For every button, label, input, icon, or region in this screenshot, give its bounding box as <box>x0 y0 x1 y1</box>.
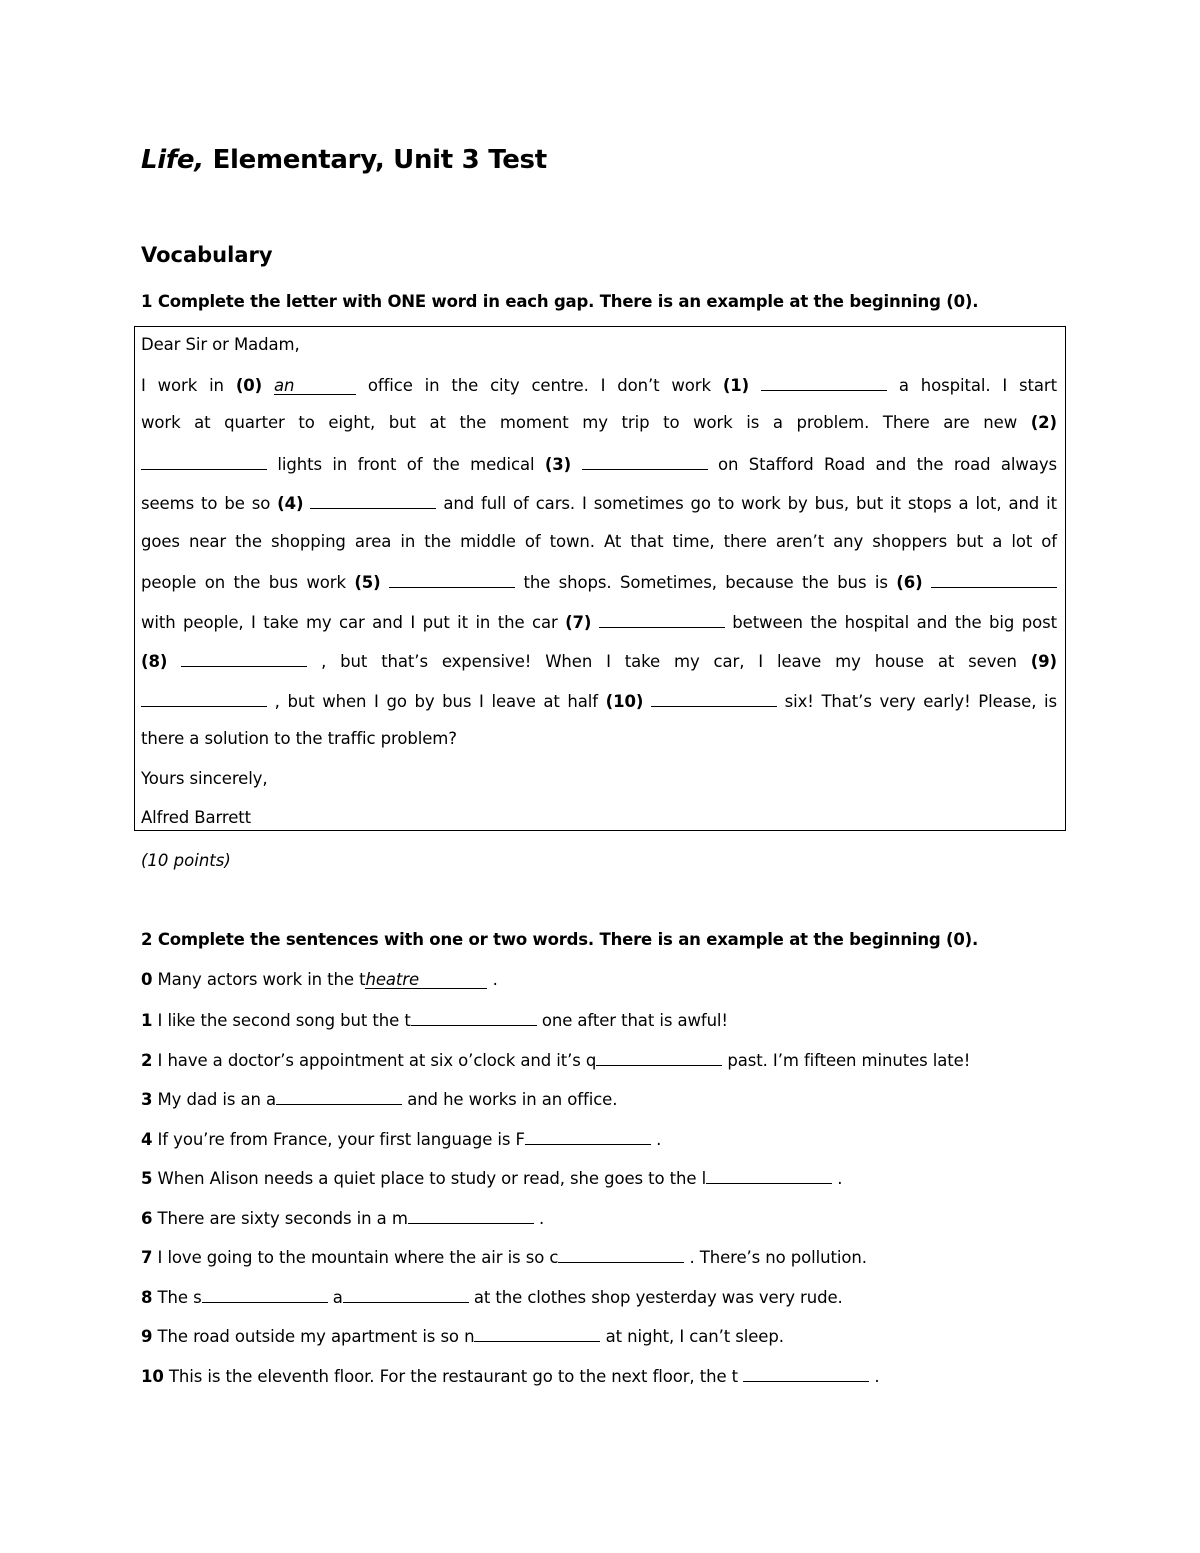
letter-line: work at quarter to eight, but at the moment my trip to work is a problem. There are new (2) <box>141 413 1057 432</box>
answer-gap[interactable] <box>931 571 1057 588</box>
answer-gap[interactable] <box>558 1246 684 1263</box>
answer-gap[interactable] <box>411 1009 537 1026</box>
answer-gap[interactable] <box>525 1128 651 1145</box>
sentence-item: 3 My dad is an a and he works in an office. <box>141 1090 618 1109</box>
example-answer: an <box>274 378 356 395</box>
answer-gap[interactable] <box>141 690 267 707</box>
answer-gap[interactable] <box>474 1325 600 1342</box>
sentence-item: 6 There are sixty seconds in a m . <box>141 1209 545 1228</box>
section-heading: Vocabulary <box>141 243 273 267</box>
answer-gap[interactable] <box>202 1286 328 1303</box>
letter-line: (8) , but that’s expensive! When I take my car, I leave my house at seven (9) <box>141 652 1057 671</box>
letter-line: , but when I go by bus I leave at half (10) six! That’s very early! Please, is <box>141 690 1057 711</box>
answer-gap[interactable] <box>596 1049 722 1066</box>
letter-line: I work in (0) an office in the city centre. I don’t work (1) a hospital. I start <box>141 376 1057 395</box>
answer-gap[interactable] <box>181 650 307 667</box>
sentence-item: 1 I like the second song but the t one after that is awful! <box>141 1011 728 1030</box>
letter-greeting: Dear Sir or Madam, <box>141 335 300 354</box>
letter-line: seems to be so (4) and full of cars. I sometimes go to work by bus, but it stops a lot, and it <box>141 494 1057 513</box>
letter-line: people on the bus work (5) the shops. Sometimes, because the bus is (6) <box>141 571 1057 592</box>
exercise-1-instruction: 1 Complete the letter with ONE word in each gap. There is an example at the beginning (0). <box>141 292 979 311</box>
answer-gap[interactable] <box>761 374 887 391</box>
sentence-item: 7 I love going to the mountain where the air is so c . There’s no pollution. <box>141 1248 867 1267</box>
sentence-item: 2 I have a doctor’s appointment at six o’clock and it’s q past. I’m fifteen minutes late! <box>141 1051 971 1070</box>
answer-gap[interactable] <box>343 1286 469 1303</box>
sentence-item: 4 If you’re from France, your first language is F . <box>141 1130 662 1149</box>
letter-line: lights in front of the medical (3) on Stafford Road and the road always <box>141 453 1057 474</box>
exercise-2-instruction: 2 Complete the sentences with one or two words. There is an example at the beginning (0). <box>141 930 979 949</box>
answer-gap[interactable] <box>743 1365 869 1382</box>
answer-gap[interactable] <box>599 611 725 628</box>
answer-gap[interactable] <box>408 1207 534 1224</box>
sentence-item: 10 This is the eleventh floor. For the restaurant go to the next floor, the t . <box>141 1367 880 1386</box>
sentence-item: 8 The s a at the clothes shop yesterday was very rude. <box>141 1288 843 1307</box>
page-title: Life, Elementary, Unit 3 Test <box>141 145 547 175</box>
sentence-item: 5 When Alison needs a quiet place to study or read, she goes to the l . <box>141 1169 843 1188</box>
answer-gap[interactable] <box>706 1167 832 1184</box>
answer-gap[interactable] <box>651 690 777 707</box>
answer-gap[interactable] <box>141 453 267 470</box>
letter-line: with people, I take my car and I put it in the car (7) between the hospital and the big post <box>141 613 1057 632</box>
letter-closing: Yours sincerely, <box>141 769 268 788</box>
letter-line: there a solution to the traffic problem? <box>141 729 457 748</box>
letter-signature: Alfred Barrett <box>141 808 252 827</box>
answer-gap[interactable] <box>389 571 515 588</box>
answer-gap[interactable] <box>276 1088 402 1105</box>
letter-line: goes near the shopping area in the middle of town. At that time, there aren’t any shoppers but a lot of <box>141 532 1057 551</box>
points-label: (10 points) <box>141 851 231 870</box>
sentence-item: 0 Many actors work in the theatre . <box>141 970 498 989</box>
answer-gap[interactable] <box>582 453 708 470</box>
example-answer: heatre <box>365 972 487 989</box>
sentence-item: 9 The road outside my apartment is so n at night, I can’t sleep. <box>141 1327 784 1346</box>
answer-gap[interactable] <box>310 492 436 509</box>
